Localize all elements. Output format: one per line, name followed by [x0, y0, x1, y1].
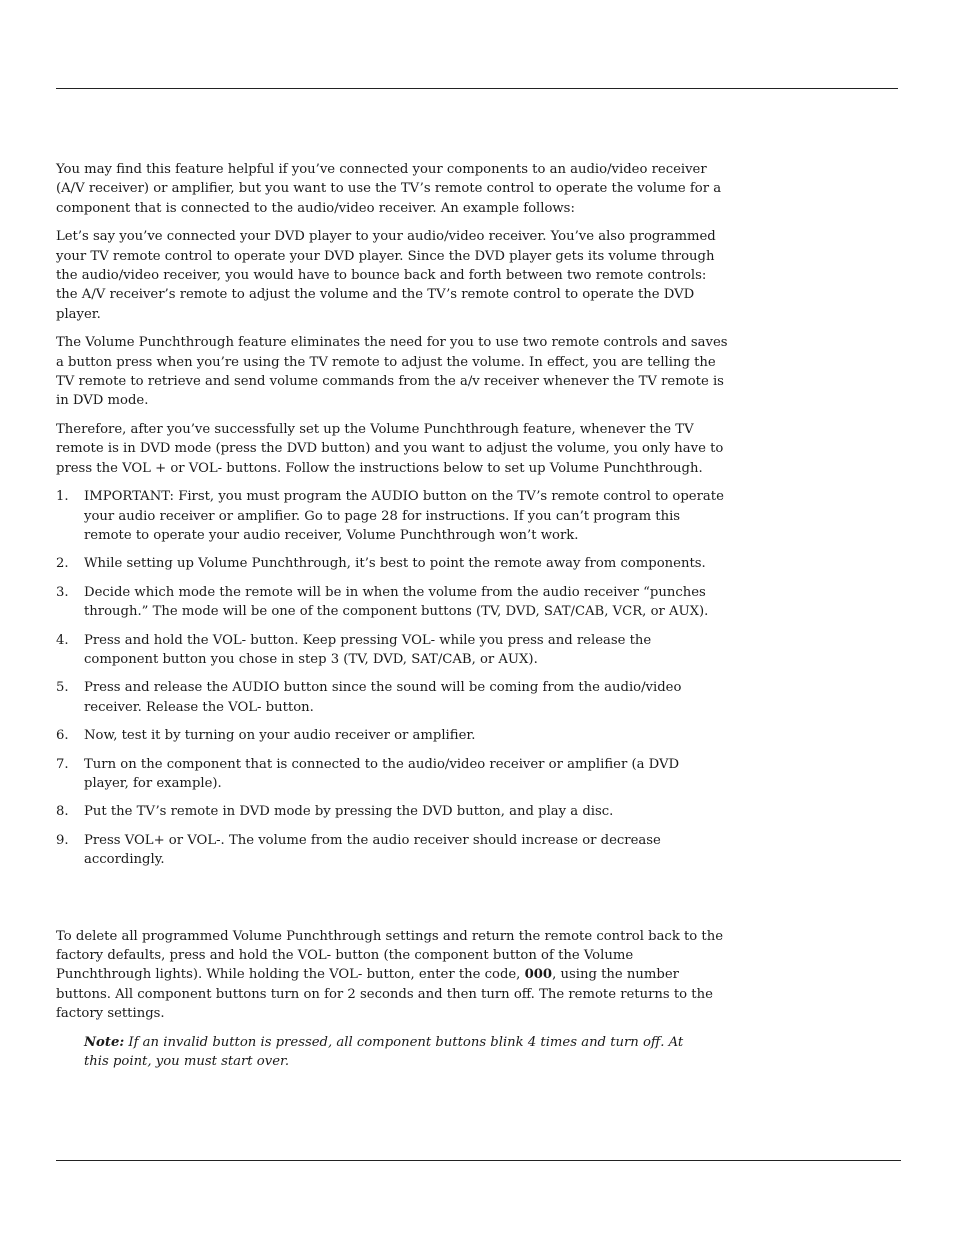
step-text: While setting up Volume Punchthrough, it’s best to point the remote away from components. — [84, 556, 706, 572]
intro-paragraph-2: Let’s say you’ve connected your DVD player to your audio/video receiver. You’ve also programmed your TV remote control to operate your DVD player. Since the DVD player gets its volume through the audio/video receiver, you would have to bounce back and forth between two remote controls: the A/V receiver’s remote to adjust the volume and the TV’s remote control to operate the DVD player. — [56, 229, 716, 322]
page-content — [56, 160, 728, 1071]
reset-text-before: To delete all programmed Volume Punchthrough settings and return the remote control back to the factory defaults, press and hold the VOL- button (the component button of the Volume Punchthrough lights). While holding the VOL- button, enter the code, — [56, 928, 724, 983]
step-item — [56, 726, 728, 745]
step-text: Decide which mode the remote will be in when the volume from the audio receiver “punches through.” The mode will be one of the component buttons (TV, DVD, SAT/CAB, VCR, or AUX). — [84, 584, 709, 620]
reset-text-after: , using the number buttons. All component buttons turn on for 2 seconds and then turn off. The remote returns to the factory settings. — [56, 967, 713, 1022]
setup-steps-list — [56, 487, 728, 870]
step-number: 3. — [56, 584, 69, 600]
footer-rule — [56, 1160, 901, 1161]
step-number: 8. — [56, 804, 69, 820]
step-text: Now, test it by turning on your audio receiver or amplifier. — [84, 728, 476, 744]
header-rule — [56, 88, 898, 89]
intro-paragraph-1: You may find this feature helpful if you’ve connected your components to an audio/video receiver (A/V receiver) or amplifier, but you want to use the TV’s remote control to operate the volume for a component that is connected to the audio/video receiver. An example follows: — [56, 162, 722, 216]
note-text: If an invalid button is pressed, all component buttons blink 4 times and turn off. At this point, you must start over. — [84, 1034, 684, 1070]
intro-paragraph-3: The Volume Punchthrough feature eliminates the need for you to use two remote controls and saves a button press when you’re using the TV remote to adjust the volume. In effect, you are telling the TV remote to retrieve and send volume commands from the a/v receiver whenever the TV remote is in DVD mode. — [56, 335, 728, 409]
intro-paragraph-4: Therefore, after you’ve successfully set up the Volume Punchthrough feature, whenever the TV remote is in DVD mode (press the DVD button) and you want to adjust the volume, you only have to press the VOL + or VOL- buttons. Follow the instructions below to set up Volume Punchthrough. — [56, 421, 724, 476]
step-number: 5. — [56, 680, 69, 696]
reset-paragraph — [56, 927, 728, 1024]
step-text: Turn on the component that is connected to the audio/video receiver or amplifier (a DVD player, for example). — [84, 756, 680, 791]
step-item — [56, 755, 728, 794]
note-label: Note: — [84, 1034, 125, 1050]
step-item — [56, 554, 728, 573]
reset-code: 000 — [524, 967, 553, 983]
step-number: 9. — [56, 832, 69, 848]
step-number: 1. — [56, 489, 69, 505]
step-number: 6. — [56, 728, 69, 744]
step-item — [56, 631, 728, 670]
step-item — [56, 583, 728, 622]
step-text: IMPORTANT: First, you must program the AUDIO button on the TV’s remote control to operate your audio receiver or amplifier. Go to page 28 for instructions. If you can’t program this remote to operate your audio receiver, Volume Punchthrough won’t work. — [84, 489, 724, 543]
step-text: Put the TV’s remote in DVD mode by pressing the DVD button, and play a disc. — [84, 804, 614, 820]
step-item — [56, 802, 728, 821]
step-text: Press VOL+ or VOL-. The volume from the audio receiver should increase or decrease accordingly. — [84, 832, 661, 868]
step-item — [56, 487, 728, 545]
step-item — [56, 678, 728, 717]
step-number: 2. — [56, 556, 69, 572]
reset-section — [56, 927, 728, 1072]
step-number: 4. — [56, 632, 69, 648]
step-text: Press and release the AUDIO button since the sound will be coming from the audio/video receiver. Release the VOL- button. — [84, 680, 682, 715]
step-text: Press and hold the VOL- button. Keep pressing VOL- while you press and release the component button you chose in step 3 (TV, DVD, SAT/CAB, or AUX). — [84, 632, 652, 667]
step-number: 7. — [56, 756, 69, 772]
note-paragraph — [84, 1033, 728, 1072]
step-item — [56, 831, 728, 870]
